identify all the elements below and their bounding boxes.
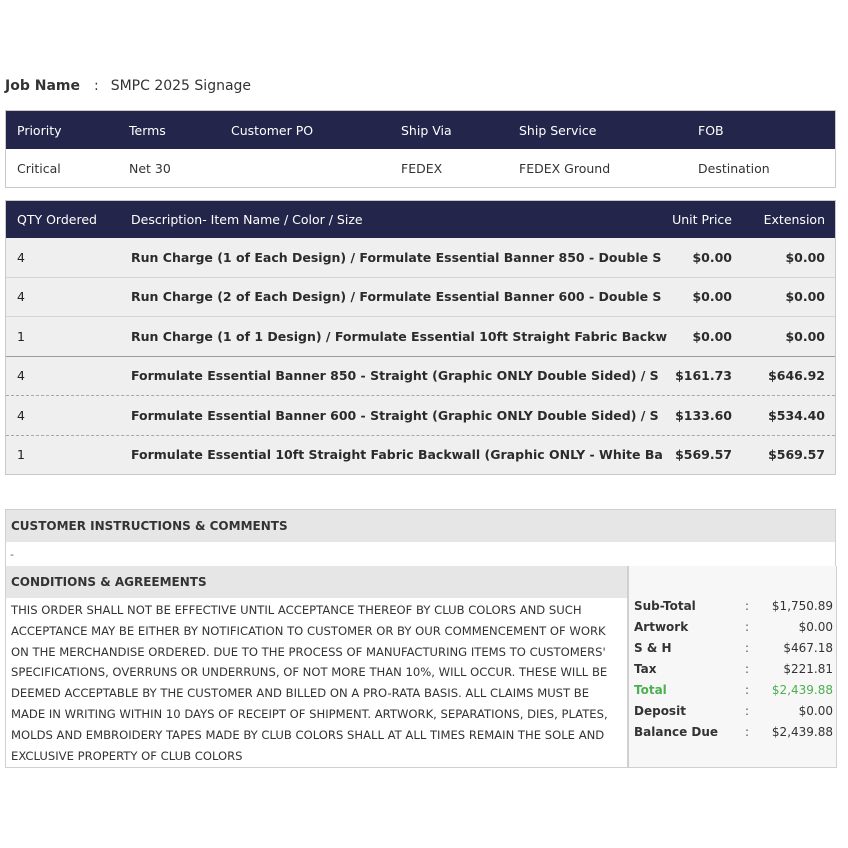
conditions-section [5, 566, 628, 768]
priority-value: Critical [17, 160, 61, 176]
extension-header: Extension [763, 212, 825, 227]
shipping-value-row [6, 149, 835, 187]
totals-value: $0.00 [798, 620, 833, 634]
job-name-separator: : [93, 78, 99, 94]
description-header: Description- Item Name / Color / Size [131, 212, 363, 227]
fob-value: Destination [698, 160, 770, 176]
conditions-text [6, 598, 627, 766]
totals-label: Artwork [634, 620, 689, 634]
ship-service-header: Ship Service [519, 122, 597, 138]
conditions-line: ACCEPTANCE MAY BE EITHER BY NOTIFICATION TO CUSTOMER OR BY OUR COMMENCEMENT OF WORK [11, 623, 606, 638]
row-description: Run Charge (2 of Each Design) / Formulate Essential Banner 600 - Double S [131, 289, 662, 305]
row-unit-price: $161.73 [675, 368, 732, 384]
job-name-line [5, 78, 251, 94]
shipping-header-row [6, 111, 835, 149]
row-extension: $0.00 [785, 249, 825, 265]
row-qty: 4 [17, 407, 25, 423]
conditions-line: THIS ORDER SHALL NOT BE EFFECTIVE UNTIL ACCEPTANCE THEREOF BY CLUB COLORS AND SUCH [11, 603, 582, 617]
customer-instructions-section [5, 509, 836, 567]
totals-value: $467.18 [783, 641, 833, 655]
totals-label: S & H [634, 641, 672, 655]
row-description: Formulate Essential 10ft Straight Fabric Backwall (Graphic ONLY - White Ba [131, 447, 663, 463]
priority-header: Priority [17, 122, 62, 138]
terms-header: Terms [129, 122, 166, 138]
ship-service-value: FEDEX Ground [519, 160, 611, 176]
row-description: Run Charge (1 of Each Design) / Formulate Essential Banner 850 - Double S [131, 249, 662, 265]
conditions-line: ON THE MERCHANDISE ORDERED. DUE TO THE PROCESS OF MANUFACTURING ITEMS TO CUSTOMERS' [11, 644, 606, 659]
totals-colon: : [745, 662, 750, 676]
line-items-table [5, 200, 836, 475]
row-extension: $534.40 [768, 407, 825, 423]
table-row [6, 395, 835, 435]
customer-po-header: Customer PO [231, 122, 314, 138]
row-description: Formulate Essential Banner 850 - Straight (Graphic ONLY Double Sided) / S [131, 368, 659, 384]
row-unit-price: $0.00 [692, 289, 732, 305]
table-row [6, 435, 835, 475]
totals-colon: : [745, 599, 750, 613]
deposit-row [629, 704, 838, 724]
ship-via-header: Ship Via [401, 122, 452, 138]
tax-row [629, 662, 838, 682]
row-qty: 1 [17, 328, 25, 344]
totals-value: $2,439.88 [771, 683, 833, 697]
fob-header: FOB [698, 122, 724, 138]
unit-price-header: Unit Price [672, 212, 732, 227]
row-extension: $646.92 [768, 368, 825, 384]
totals-colon: : [745, 683, 750, 697]
row-qty: 1 [17, 447, 25, 463]
row-unit-price: $0.00 [692, 328, 732, 344]
row-extension: $0.00 [785, 289, 825, 305]
shipping-handling-row [629, 641, 838, 661]
instructions-body: - [6, 542, 835, 566]
balance-due-row [629, 725, 838, 745]
row-extension: $569.57 [768, 447, 825, 463]
totals-label: Total [634, 683, 667, 697]
totals-colon: : [745, 641, 750, 655]
table-row [6, 316, 835, 356]
row-extension: $0.00 [785, 328, 825, 344]
instructions-title: CUSTOMER INSTRUCTIONS & COMMENTS [6, 510, 835, 542]
totals-label: Deposit [634, 704, 686, 718]
total-row [629, 683, 838, 703]
row-qty: 4 [17, 289, 25, 305]
qty-header: QTY Ordered [17, 212, 97, 227]
table-row [6, 356, 835, 396]
totals-value: $0.00 [798, 704, 833, 718]
row-qty: 4 [17, 368, 25, 384]
totals-value: $221.81 [783, 662, 833, 676]
conditions-line: DEEMED ACCEPTABLE BY THE CUSTOMER AND BILLED ON A PRO-RATA BASIS. ALL CLAIMS MUST BE [11, 686, 590, 701]
terms-value: Net 30 [129, 160, 171, 176]
job-name-value: SMPC 2025 Signage [110, 78, 252, 94]
row-description: Formulate Essential Banner 600 - Straight (Graphic ONLY Double Sided) / S [131, 407, 659, 423]
row-description: Run Charge (1 of 1 Design) / Formulate Essential 10ft Straight Fabric Backw [131, 328, 668, 344]
conditions-title: CONDITIONS & AGREEMENTS [6, 566, 627, 598]
subtotal-row [629, 599, 838, 619]
line-items-header-row [6, 201, 835, 238]
conditions-line: MADE IN WRITING WITHIN 10 DAYS OF RECEIPT OF SHIPMENT. ARTWORK, SEPARATIONS, DIES, PLATES, [11, 706, 608, 721]
totals-label: Tax [634, 662, 657, 676]
totals-label: Balance Due [634, 725, 719, 739]
row-unit-price: $133.60 [675, 407, 732, 423]
row-unit-price: $569.57 [675, 447, 732, 463]
table-row [6, 277, 835, 317]
totals-label: Sub-Total [634, 599, 696, 613]
table-row [6, 238, 835, 277]
totals-colon: : [745, 725, 750, 739]
totals-colon: : [745, 704, 750, 718]
conditions-line: MOLDS AND EMBROIDERY TAPES MADE BY CLUB COLORS SHALL AT ALL TIMES REMAIN THE SOLE AND [11, 727, 605, 742]
conditions-line: EXCLUSIVE PROPERTY OF CLUB COLORS [11, 748, 243, 763]
totals-colon: : [745, 620, 750, 634]
job-name-label: Job Name [5, 78, 80, 94]
row-unit-price: $0.00 [692, 249, 732, 265]
conditions-line: SPECIFICATIONS, OVERRUNS OR UNDERRUNS, OF NOT MORE THAN 10%, WILL OCCUR. THESE WILL BE [11, 665, 608, 680]
shipping-table [5, 110, 836, 188]
row-qty: 4 [17, 249, 25, 265]
artwork-row [629, 620, 838, 640]
totals-value: $2,439.88 [771, 725, 833, 739]
ship-via-value: FEDEX [401, 160, 443, 176]
totals-panel [628, 566, 837, 768]
totals-value: $1,750.89 [771, 599, 833, 613]
